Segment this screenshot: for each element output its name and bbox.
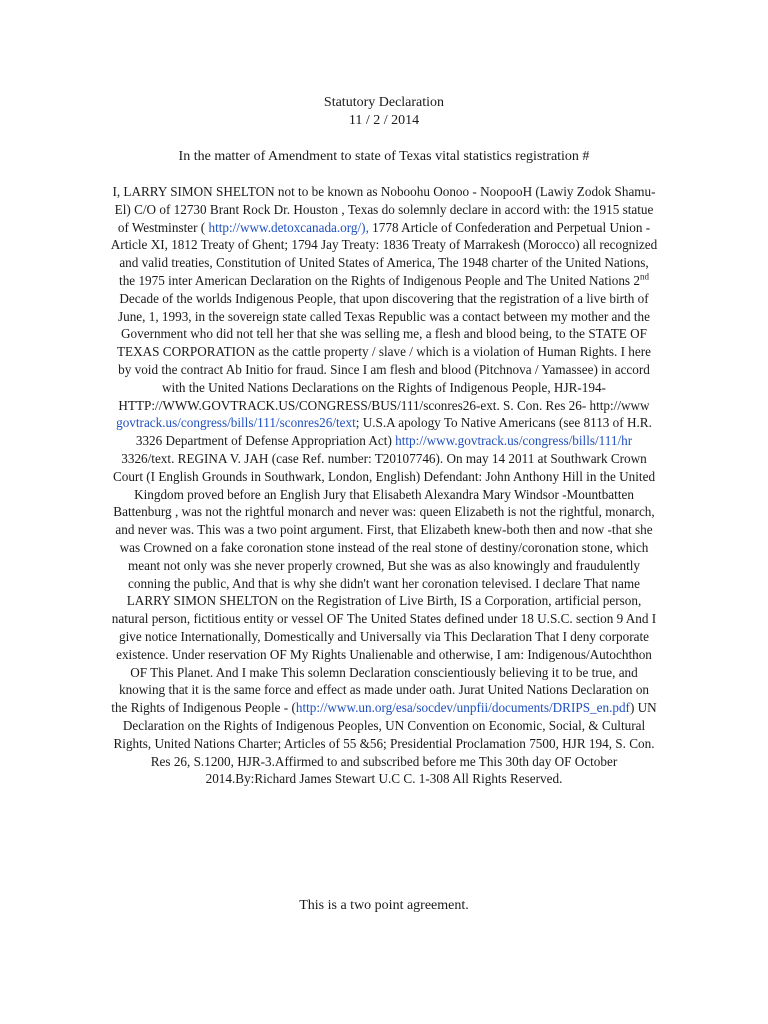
declaration-body: [110, 183, 658, 788]
body-text: ) UN Declaration on the Rights of Indigenous Peoples, UN Convention on Economic, Social, & Cultural Rights, United Nations Charter; Articles of 55 &56; Presidential Proclamation 7500, HJR 194, S. Con. Res 26, S.1200, HJR-3.Affirmed to and subscribed before me This 30th day OF October 2014.By:Richard James Stewart U.C C. 1-308 All Rights Reserved.: [113, 700, 657, 787]
ordinal-superscript: nd: [639, 271, 649, 282]
document-date: 11 / 2 / 2014: [348, 113, 420, 128]
govtrack-sconres26-link[interactable]: govtrack.us/congress/bills/111/sconres26/text: [116, 415, 356, 431]
body-text: 1778 Article of Confederation and Perpetual Union - Article XI, 1812 Treaty of Ghent; 1794 Jay Treaty: 1836 Treaty of Marrakesh (Morocco) all recognized and valid treaties, Constitution of United States of America, The 1948 charter of the United Nations, the 1975 inter American Declaration on the Rights of Indigenous People and The United Nations 2: [110, 219, 658, 288]
body-text: ; U.S.A apology To Native Americans (see 8113 of H.R. 3326 Department of Defense Appropriation Act): [135, 415, 652, 449]
govtrack-hr-link[interactable]: http://www.govtrack.us/congress/bills/111/hr: [395, 433, 633, 449]
closing-line: This is a two point agreement.: [299, 898, 469, 913]
matter-heading: In the matter of Amendment to state of Texas vital statistics registration #: [178, 149, 590, 164]
body-text: Decade of the worlds Indigenous People, that upon discovering that the registration of a live birth of June, 1, 1993, in the sovereign state called Texas Republic was a contact between my mother and the Government who did not tell her that she was selling me, a flesh and blood being, to the STATE OF TEXAS CORPORATION as the cattle property / slave / which is a violation of Human Rights. I here by void the contract Ab Initio for fraud. Since I am flesh and blood (Pitchnova / Yamassee) in accord with the United Nations Declarations on the Rights of Indigenous People, HJR-194-HTTP://WWW.GOVTRACK.US/CONGRESS/BUS/111/sconres26-ext. S. Con. Res 26- http://www: [116, 290, 651, 413]
detoxcanada-link[interactable]: http://www.detoxcanada.org/),: [208, 219, 369, 235]
body-text: I, LARRY SIMON SHELTON not to be known as Noboohu Oonoo - NoopooH (Lawiy Zodok Shamu-El) C/O of 12730 Brant Rock Dr. Houston , Texas do solemnly declare in accord with: the 1915 statue of Westminster (: [112, 184, 656, 235]
body-text: 3326/text. REGINA V. JAH (case Ref. number: T20107746). On may 14 2011 at Southwark Crown Court (I English Grounds in Southwark, London, English) Defendant: John Anthony Hill in the United Kingdom proved before an English Jury that Elisabeth Alexandra Mary Windsor -Mountbatten Battenburg , was not the rightful monarch and never was: queen Elizabeth is not the rightful, monarch, and never was. This was a two point argument. First, that Elizabeth knew-both then and now -that she was Crowned on a fake coronation stone instead of the real stone of destiny/coronation stone, which meant not only was she never properly crowned, But she was as also knowingly and fraudulently conning the public, And that is why she didn't want her coronation televised. I declare That name LARRY SIMON SHELTON on the Registration of Live Birth, IS a Corporation, artificial person, natural person, fictitious entity or vessel OF The United States defined under 18 U.S.C. section 9 And I give notice Internationally, Domestically and Universally via This Declaration That I deny corporate existence. Under reservation OF My Rights Unalienable and otherwise, I am: Indigenous/Autochthon OF This Planet. And I make This solemn Declaration conscientiously believing it to be true, and knowing that it is the same force and effect as made under oath. Jurat United Nations Declaration on the Rights of Indigenous People - (: [111, 450, 657, 716]
un-drips-link[interactable]: http://www.un.org/esa/socdev/unpfii/documents/DRIPS_en.pdf: [295, 700, 630, 716]
document-title: Statutory Declaration: [323, 95, 445, 110]
